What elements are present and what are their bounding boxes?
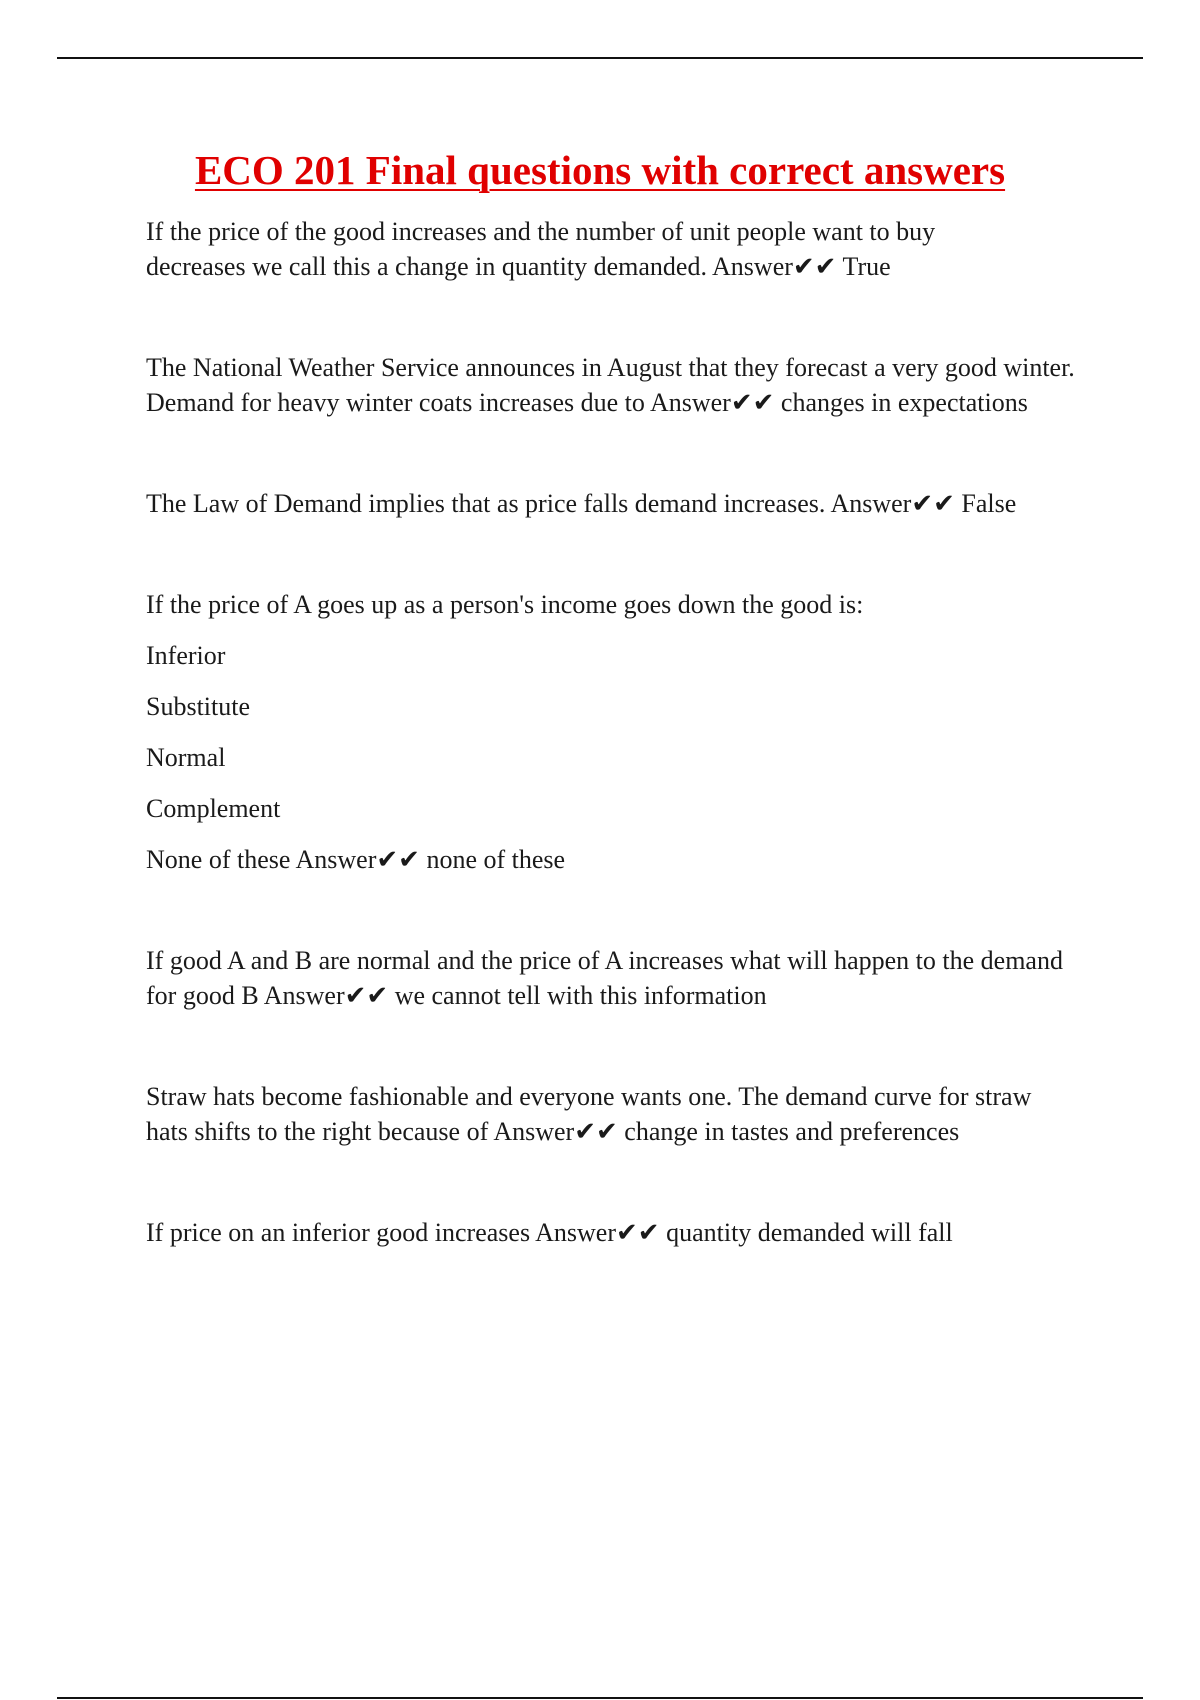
question-text: Straw hats become fashionable and everyone wants one. The demand curve for straw hats shifts to the right because of [146, 1082, 1032, 1146]
answer-marker: Answer✔✔ [535, 1218, 660, 1247]
answer-marker: Answer✔✔ [830, 489, 955, 518]
spacer [146, 521, 1086, 587]
spacer [146, 420, 1086, 486]
question-text: The National Weather Service announces in August that they forecast a very good winter. Demand for heavy winter coats increases due to [146, 353, 1075, 417]
option-substitute: Substitute [146, 692, 251, 721]
spacer [146, 284, 1086, 350]
answer-text: we cannot tell with this information [394, 981, 767, 1010]
option-complement: Complement [146, 794, 281, 823]
footer-rule [57, 1697, 1143, 1699]
document-body [146, 214, 1086, 1250]
answer-text: quantity demanded will fall [666, 1218, 953, 1247]
question-text: The Law of Demand implies that as price falls demand increases. [146, 489, 826, 518]
answer-text: changes in expectations [780, 388, 1028, 417]
answer-marker: Answer✔✔ [493, 1117, 618, 1146]
option-none-with-answer [146, 842, 1086, 877]
qa-item-7 [146, 1215, 1086, 1250]
question-text: If the price of the good increases and the number of unit people want to buy decreases we call this a change in quantity demanded. [146, 217, 936, 281]
header-rule [57, 57, 1143, 59]
qa-item-3 [146, 486, 1086, 521]
answer-text: False [961, 489, 1017, 518]
qa-item-2 [146, 350, 1086, 420]
qa-item-5 [146, 943, 1086, 1013]
spacer [146, 1013, 1086, 1079]
spacer [146, 1149, 1086, 1215]
option-none-of-these: None of these [146, 845, 291, 874]
answer-marker: Answer✔✔ [649, 388, 775, 417]
qa-item-6 [146, 1079, 1086, 1149]
question-text: If good A and B are normal and the price of A increases what will happen to the demand for good B [146, 946, 1063, 1010]
answer-marker: Answer✔✔ [712, 252, 837, 281]
spacer [146, 877, 1086, 943]
document-title: ECO 201 Final questions with correct answers [194, 147, 1006, 193]
answer-text: none of these [426, 845, 566, 874]
question-text: If price on an inferior good increases [146, 1218, 531, 1247]
option-normal: Normal [146, 743, 226, 772]
qa-item-4 [146, 587, 1086, 877]
question-text: If the price of A goes up as a person's income goes down the good is: [146, 590, 864, 619]
option-inferior: Inferior [146, 641, 226, 670]
answer-marker: Answer✔✔ [295, 845, 420, 874]
answer-text: change in tastes and preferences [624, 1117, 960, 1146]
answer-marker: Answer✔✔ [263, 981, 389, 1010]
answer-text: True [842, 252, 891, 281]
qa-item-1 [146, 214, 1086, 284]
